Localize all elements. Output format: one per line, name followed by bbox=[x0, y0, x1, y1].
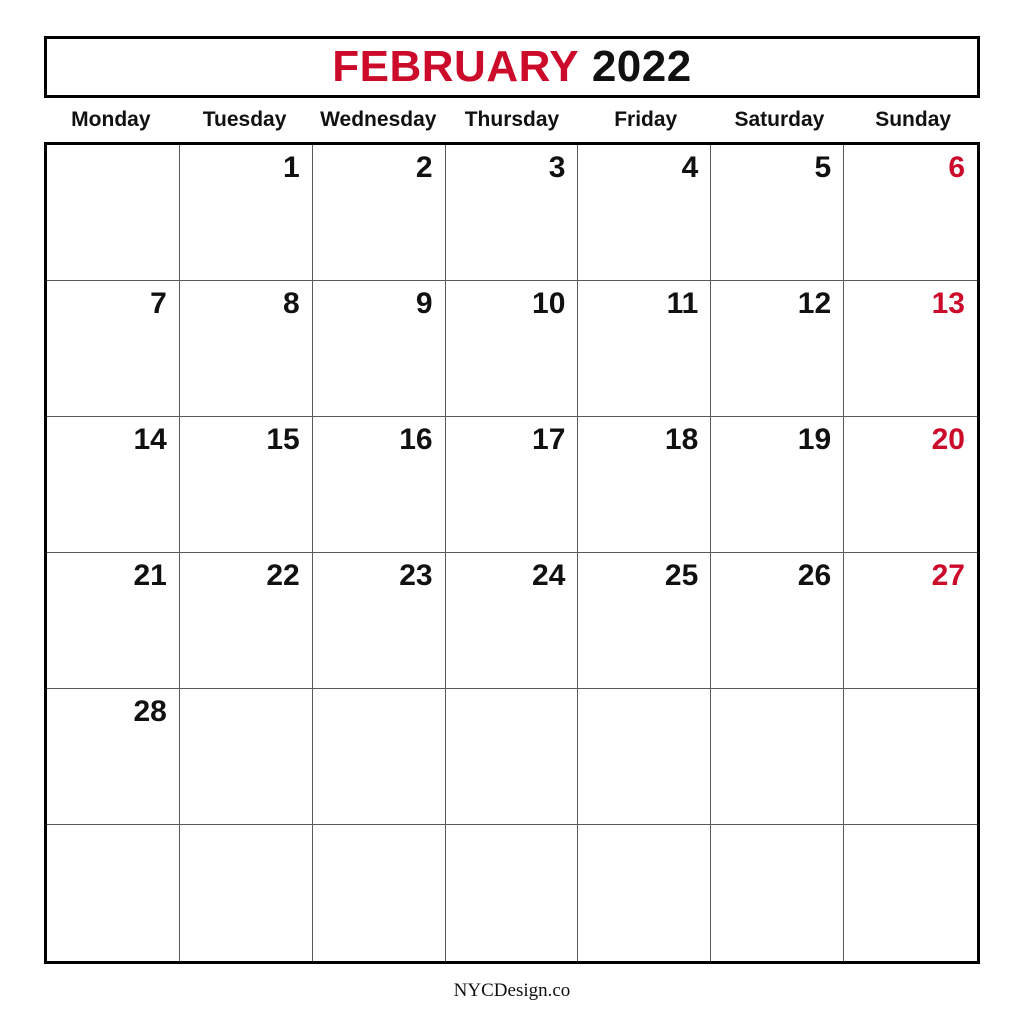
day-cell[interactable] bbox=[711, 281, 844, 417]
day-cell[interactable] bbox=[578, 145, 711, 281]
day-number: 15 bbox=[266, 423, 300, 456]
day-number: 11 bbox=[666, 287, 699, 320]
day-cell[interactable] bbox=[180, 145, 313, 281]
calendar-grid-border bbox=[44, 142, 980, 964]
weekday-label: Wednesday bbox=[320, 108, 437, 131]
weekday-label: Monday bbox=[71, 108, 151, 131]
day-cell[interactable] bbox=[313, 689, 446, 825]
day-cell[interactable] bbox=[844, 553, 977, 689]
day-cell[interactable] bbox=[578, 281, 711, 417]
day-cell[interactable] bbox=[47, 689, 180, 825]
day-number: 1 bbox=[283, 151, 300, 184]
day-number: 9 bbox=[415, 287, 433, 320]
day-cell[interactable] bbox=[313, 417, 446, 553]
day-cell[interactable] bbox=[313, 281, 446, 417]
day-cell[interactable] bbox=[844, 417, 977, 553]
weekday-header-row bbox=[44, 98, 980, 142]
day-number: 25 bbox=[664, 559, 699, 592]
day-cell[interactable] bbox=[711, 689, 844, 825]
calendar-title-bar bbox=[44, 36, 980, 98]
day-number: 17 bbox=[532, 423, 566, 456]
day-number: 5 bbox=[814, 151, 832, 184]
day-cell[interactable] bbox=[844, 145, 977, 281]
weekday-label: Thursday bbox=[464, 108, 560, 131]
day-cell[interactable] bbox=[313, 145, 446, 281]
title-year: 2022 bbox=[591, 42, 692, 91]
day-cell[interactable] bbox=[446, 825, 579, 961]
footer-credit: NYCDesign.co bbox=[453, 980, 571, 1001]
day-cell[interactable] bbox=[180, 281, 313, 417]
day-cell[interactable] bbox=[578, 417, 711, 553]
day-number: 4 bbox=[681, 151, 699, 184]
day-number: 23 bbox=[399, 559, 433, 592]
day-cell[interactable] bbox=[844, 689, 977, 825]
day-number: 7 bbox=[150, 287, 167, 320]
day-cell[interactable] bbox=[47, 417, 180, 553]
day-number: 10 bbox=[532, 287, 566, 320]
day-number: 16 bbox=[399, 423, 433, 456]
day-cell[interactable] bbox=[313, 825, 446, 961]
day-cell[interactable] bbox=[446, 417, 579, 553]
day-cell[interactable] bbox=[47, 145, 180, 281]
day-cell[interactable] bbox=[711, 825, 844, 961]
day-cell[interactable] bbox=[578, 689, 711, 825]
day-cell[interactable] bbox=[711, 145, 844, 281]
page-title bbox=[332, 42, 692, 91]
weekday-label: Tuesday bbox=[202, 108, 287, 131]
day-number: 2 bbox=[415, 151, 433, 184]
day-number: 28 bbox=[133, 695, 167, 728]
day-number: 19 bbox=[797, 423, 832, 456]
day-number: 6 bbox=[948, 151, 965, 184]
day-cell[interactable] bbox=[711, 417, 844, 553]
day-number: 12 bbox=[797, 287, 832, 320]
day-cell[interactable] bbox=[578, 825, 711, 961]
calendar-grid bbox=[47, 145, 977, 961]
title-month: FEBRUARY bbox=[332, 42, 580, 91]
day-cell[interactable] bbox=[313, 553, 446, 689]
day-cell[interactable] bbox=[446, 553, 579, 689]
weekday-label: Saturday bbox=[734, 108, 825, 131]
day-number: 3 bbox=[548, 151, 566, 184]
weekday-label: Sunday bbox=[875, 108, 952, 131]
day-number: 27 bbox=[931, 559, 965, 592]
day-number: 14 bbox=[133, 423, 167, 456]
day-cell[interactable] bbox=[578, 553, 711, 689]
day-number: 18 bbox=[664, 423, 699, 456]
weekday-label: Friday bbox=[614, 108, 678, 131]
day-cell[interactable] bbox=[180, 689, 313, 825]
day-number: 20 bbox=[931, 423, 965, 456]
day-number: 13 bbox=[931, 287, 965, 320]
day-cell[interactable] bbox=[844, 825, 977, 961]
day-cell[interactable] bbox=[446, 689, 579, 825]
day-cell[interactable] bbox=[180, 825, 313, 961]
day-number: 24 bbox=[532, 559, 566, 592]
day-cell[interactable] bbox=[446, 145, 579, 281]
day-number: 21 bbox=[133, 559, 167, 592]
day-number: 26 bbox=[797, 559, 832, 592]
day-cell[interactable] bbox=[180, 417, 313, 553]
day-cell[interactable] bbox=[711, 553, 844, 689]
day-number: 22 bbox=[266, 559, 300, 592]
day-number: 8 bbox=[283, 287, 300, 320]
day-cell[interactable] bbox=[47, 281, 180, 417]
day-cell[interactable] bbox=[47, 825, 180, 961]
day-cell[interactable] bbox=[446, 281, 579, 417]
day-cell[interactable] bbox=[47, 553, 180, 689]
day-cell[interactable] bbox=[844, 281, 977, 417]
day-cell[interactable] bbox=[180, 553, 313, 689]
